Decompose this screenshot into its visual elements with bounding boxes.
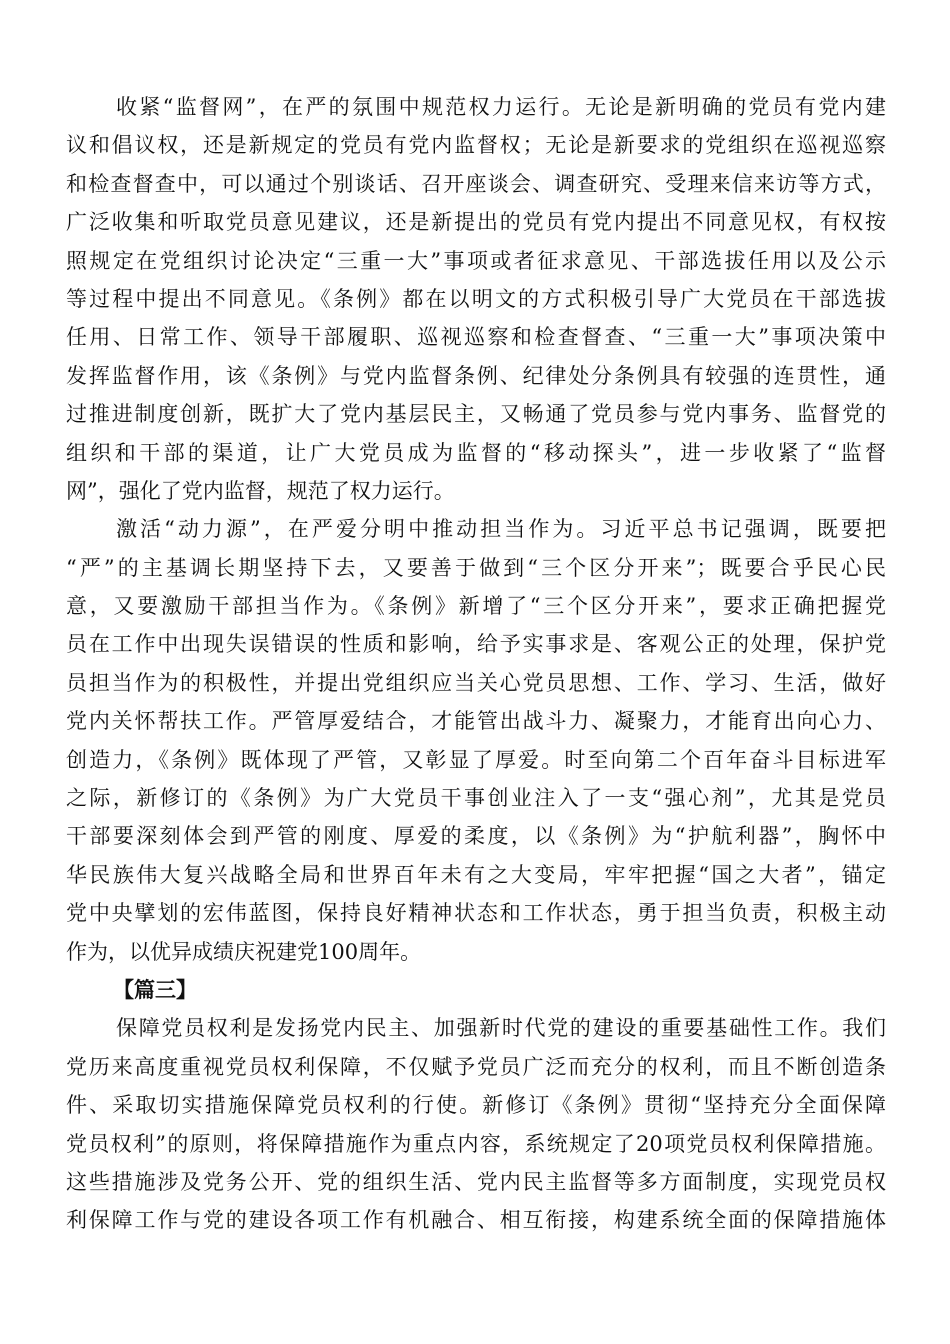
text-line: 和检查督查中，可以通过个别谈话、召开座谈会、调查研究、受理来信来访等方式， [66, 171, 886, 196]
text-line: 等过程中提出不同意见。《条例》都在以明文的方式积极引导广大党员在干部选拔 [66, 286, 886, 311]
text-line: 网”，强化了党内监督，规范了权力运行。 [66, 478, 455, 503]
text-line: 作为，以优异成绩庆祝建党100周年。 [66, 939, 422, 964]
text-line: 利保障工作与党的建设各项工作有机融合、相互衔接，构建系统全面的保障措施体 [66, 1208, 886, 1233]
text-line: 党内关怀帮扶工作。严管厚爱结合，才能管出战斗力、凝聚力，才能育出向心力、 [66, 709, 886, 734]
text-line: 意，又要激励干部担当作为。《条例》新增了“三个区分开来”，要求正确把握党 [66, 594, 886, 619]
text-line: 件、采取切实措施保障党员权利的行使。新修订《条例》贯彻“坚持充分全面保障 [66, 1093, 886, 1118]
text-line: 党历来高度重视党员权利保障，不仅赋予党员广泛而充分的权利，而且不断创造条 [66, 1054, 886, 1079]
text-line: 广泛收集和听取党员意见建议，还是新提出的党员有党内提出不同意见权，有权按 [66, 210, 886, 235]
text-line: 这些措施涉及党务公开、党的组织生活、党内民主监督等多方面制度，实现党员权 [66, 1169, 886, 1194]
text-line: 党员权利”的原则，将保障措施作为重点内容，系统规定了20项党员权利保障措施。 [66, 1131, 886, 1156]
text-line: 组织和干部的渠道，让广大党员成为监督的“移动探头”，进一步收紧了“监督 [66, 440, 886, 465]
text-line: 保障党员权利是发扬党内民主、加强新时代党的建设的重要基础性工作。我们 [116, 1016, 886, 1041]
body-paragraph [66, 510, 886, 971]
text-line: “严”的主基调长期坚持下去，又要善于做到“三个区分开来”；既要合乎民心民 [66, 555, 886, 580]
text-line: 过推进制度创新，既扩大了党内基层民主，又畅通了党员参与党内事务、监督党的 [66, 402, 886, 427]
body-paragraph [66, 1009, 886, 1239]
text-line: 干部要深刻体会到严管的刚度、厚爱的柔度，以《条例》为“护航利器”，胸怀中 [66, 824, 886, 849]
text-line: 收紧“监督网”，在严的氛围中规范权力运行。无论是新明确的党员有党内建 [116, 95, 886, 119]
text-line: 之际，新修订的《条例》为广大党员干事创业注入了一支“强心剂”，尤其是党员 [66, 786, 886, 811]
body-paragraph [66, 88, 886, 510]
section-heading: 【篇三】 [113, 976, 197, 1002]
text-line: 激活“动力源”，在严爱分明中推动担当作为。习近平总书记强调，既要把 [116, 517, 886, 542]
text-line: 创造力，《条例》既体现了严管，又彰显了厚爱。时至向第二个百年奋斗目标进军 [66, 747, 886, 772]
text-line: 党中央擘划的宏伟蓝图，保持良好精神状态和工作状态，勇于担当负责，积极主动 [66, 901, 886, 926]
text-line: 华民族伟大复兴战略全局和世界百年未有之大变局，牢牢把握“国之大者”，锚定 [66, 862, 886, 887]
text-line: 员担当作为的积极性，并提出党组织应当关心党员思想、工作、学习、生活，做好 [66, 670, 886, 695]
text-line: 议和倡议权，还是新规定的党员有党内监督权；无论是新要求的党组织在巡视巡察 [66, 133, 886, 158]
text-line: 员在工作中出现失误错误的性质和影响，给予实事求是、客观公正的处理，保护党 [66, 632, 886, 657]
text-line: 任用、日常工作、领导干部履职、巡视巡察和检查督查、“三重一大”事项决策中 [66, 325, 886, 350]
text-line: 发挥监督作用，该《条例》与党内监督条例、纪律处分条例具有较强的连贯性，通 [66, 363, 886, 388]
text-line: 照规定在党组织讨论决定“三重一大”事项或者征求意见、干部选拔任用以及公示 [66, 248, 886, 273]
document-page [66, 88, 886, 1240]
